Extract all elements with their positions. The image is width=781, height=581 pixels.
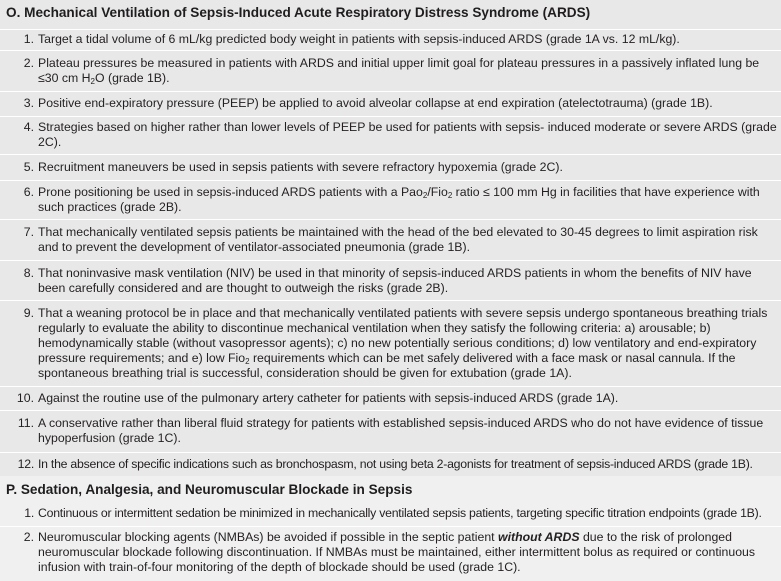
item-separator — [0, 300, 781, 301]
list-item: 2. Neuromuscular blocking agents (NMBAs) be avoided if possible in the septic patient without ARDS due to the risk of prolonged neuromuscular blockade following discontinuation. If NMBAs must be maintained, either intermittent bolus as required or continuous infusion with train-of-four monitoring of the depth of blockade should be used (grade 1C). — [23, 530, 756, 574]
item-separator — [0, 410, 781, 411]
item-separator — [0, 29, 781, 30]
section-p-heading: P. Sedation, Analgesia, and Neuromuscular Blockade in Sepsis — [6, 482, 413, 497]
list-item: 1. Target a tidal volume of 6 mL/kg predicted body weight in patients with sepsis-induced ARDS (grade 1A vs. 12 mL/kg). — [23, 32, 680, 46]
list-item: 5. Recruitment maneuvers be used in sepsis patients with severe refractory hypoxemia (grade 2C). — [23, 160, 563, 174]
item-separator — [0, 116, 781, 117]
item-separator — [0, 219, 781, 220]
item-separator — [0, 180, 781, 181]
section-o-heading: O. Mechanical Ventilation of Sepsis-Induced Acute Respiratory Distress Syndrome (ARDS) — [6, 5, 591, 20]
item-separator — [0, 452, 781, 453]
item-separator — [0, 526, 781, 527]
list-item: 2. Plateau pressures be measured in patients with ARDS and initial upper limit goal for plateau pressures in a passively inflated lung be ≤30 cm $H_2O$ (grade 1B). — [23, 56, 760, 86]
list-item: 8. That noninvasive mask ventilation (NIV) be used in that minority of sepsis-induced ARDS patients in whom the benefits of NIV have been carefully considered and are thought to outweigh the risks (grade 2B). — [23, 266, 752, 295]
list-item: 7. That mechanically ventilated sepsis patients be maintained with the head of the bed elevated to 30-45 degrees to limit aspiration risk and to prevent the development of ventilator-associated pneumonia (grade 1B). — [23, 225, 758, 254]
item-separator — [0, 260, 781, 261]
list-item: 11. A conservative rather than liberal fluid strategy for patients with established sepsis-induced ARDS who do not have evidence of tissue hypoperfusion (grade 1C). — [17, 416, 764, 445]
item-separator — [0, 91, 781, 92]
list-item: 6. Prone positioning be used in sepsis-induced ARDS patients with a Pao$_2$/Fio$_2$ ratio ≤ 100 mm Hg in facilities that have experience with such practices (grade 2B). — [23, 185, 760, 214]
item-separator — [0, 386, 781, 387]
list-item: 12. In the absence of specific indications such as bronchospasm, not using beta 2-agonists for treatment of sepsis-induced ARDS (grade 1B). — [17, 457, 753, 471]
list-item: 4. Strategies based on higher rather than lower levels of PEEP be used for patients with sepsis- induced moderate or severe ARDS (grade 2C). — [23, 120, 777, 149]
item-separator — [0, 154, 781, 155]
list-item: 1. Continuous or intermittent sedation be minimized in mechanically ventilated sepsis patients, targeting specific titration endpoints (grade 1B). — [24, 506, 762, 520]
list-item: 10. Against the routine use of the pulmonary artery catheter for patients with sepsis-induced ARDS (grade 1A). — [16, 391, 619, 405]
list-item: 9. That a weaning protocol be in place and that mechanically ventilated patients with severe sepsis undergo spontaneous breathing trials regularly to evaluate the ability to discontinue mechanical ventilation when they satisfy the following criteria: a) arousable; b) hemodynamically stable (without vasopressor agents); c) no new potentially serious conditions; d) low ventilatory and end-expiratory pressure requirements; and e) low Fio$_2$ requirements which can be met safely delivered with a face mask or nasal cannula. If the spontaneous breathing trial is successful, consideration should be given for extubation (grade 1A). — [23, 306, 768, 380]
list-item: 3. Positive end-expiratory pressure (PEEP) be applied to avoid alveolar collapse at end expiration (atelectotrauma) (grade 1B). — [23, 96, 713, 110]
item-separator — [0, 50, 781, 51]
